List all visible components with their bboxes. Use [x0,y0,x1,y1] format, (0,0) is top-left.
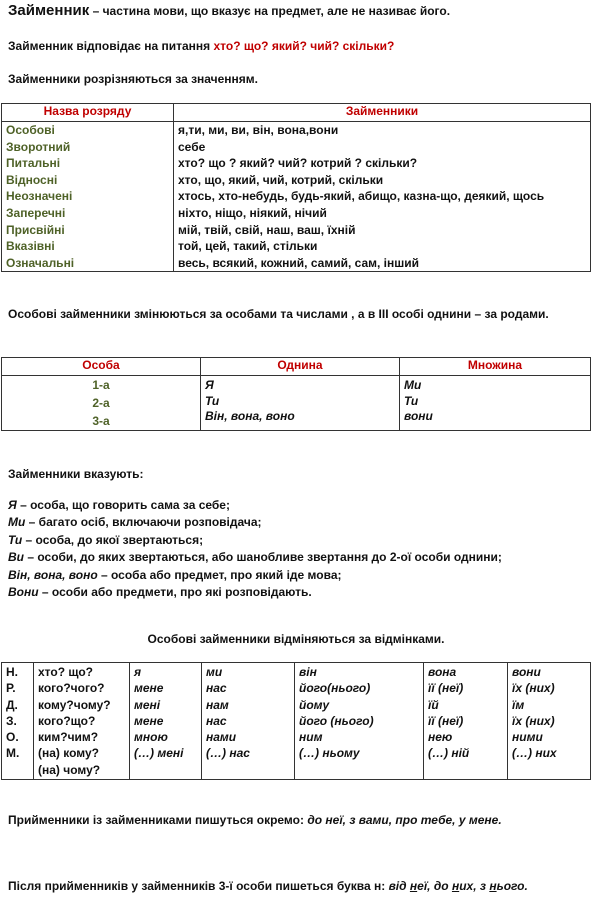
case-form: йому [299,697,330,712]
category-name: Зворотний [6,139,71,154]
list-item [8,584,584,601]
table-row [2,122,591,272]
singular-pronoun: Він, вона, воно [205,409,295,423]
category-names [2,122,174,272]
declension-vona [424,663,508,780]
category-items-text: мій, твій, свій, наш, ваш, їхній [178,222,356,237]
definition-text: – частина мови, що вказує на предмет, але не називає його. [89,4,451,18]
example-part: их, [459,879,480,893]
categories-table [1,103,591,272]
list-item [8,514,584,531]
declension-heading: Особові займенники відміняються за відмінками. [147,632,445,646]
pronoun-meaning: – багато осіб, включаючи розповідача; [25,515,262,530]
prepositions-text: Прийменники із займенниками пишуться окремо: [8,813,308,827]
case-form: нас [206,681,227,696]
category-name: Неозначені [6,189,73,204]
category-items [174,122,591,272]
case-form: (…) ньому [299,746,360,761]
category-items-text: хто? що ? який? чий? котрий ? скільки? [178,156,418,171]
category-items-text: ніхто, ніщо, ніякий, нічий [178,205,327,220]
case-form: я [134,665,142,679]
case-form: його(нього) [299,681,371,696]
pronoun-meaning: – особи або предмети, про які розповідають. [38,585,312,600]
case-cells [2,663,34,780]
persons-table [1,357,591,431]
case-form: його (нього) [299,713,374,728]
example-part: від [388,879,410,893]
case-form: її (неї) [428,713,464,728]
case-form: ми [206,665,223,679]
list-item [8,549,584,566]
case-label: Д. [6,697,18,712]
case-form: нас [206,713,227,728]
personal-note: Особові займенники змінюються за особами та числами , а в ІІІ особі однини – за родами. [8,307,549,321]
case-form: її (неї) [428,681,464,696]
case-form: (…) ній [428,746,470,761]
plural-pronoun: Ми [404,378,422,392]
case-form: їх (них) [512,681,555,696]
example-letter: н [489,879,497,893]
question-cells [34,663,130,780]
third-person-text: Після прийменників у займенників 3-ї особи пишеться буква н: [8,879,389,893]
header-singular: Однина [201,358,400,376]
example-part: еї, [417,879,434,893]
case-form: він [299,665,317,679]
header-person: Особа [2,358,201,376]
declension-vin [295,663,424,780]
case-form: нам [206,697,229,712]
question-prefix: Займенник відповідає на питання [8,39,214,53]
category-name: Питальні [6,156,61,171]
third-person-line [8,877,584,895]
example-letter: н [409,879,418,893]
pronoun-meaning: – особа або предмет, про який іде мова; [97,567,342,582]
case-question: кому?чому? [38,697,111,712]
case-form: (…) мені [134,746,184,761]
indicate-list [8,497,584,601]
category-items-text: той, цей, такий, стільки [178,239,318,254]
header-category: Назва розряду [2,104,174,122]
pronoun-meaning: – особи, до яких звертаються, або шанобливе звертання до 2-ої особи однини; [24,550,502,565]
table-row [2,376,591,431]
category-items-text: себе [178,139,206,154]
case-label: О. [6,730,19,745]
case-form: мене [134,681,164,696]
case-form: мною [134,730,168,745]
case-question: (на) кому? [38,746,99,761]
case-label: З. [6,713,17,728]
case-question: хто? що? [38,665,94,679]
category-items-text: весь, всякий, кожний, самий, сам, інший [178,255,420,270]
category-name: Заперечні [6,205,66,220]
pronoun-word: Ви [8,550,24,565]
plural-cells [400,376,591,431]
case-form: вони [512,665,541,679]
header-pronouns: Займенники [174,104,591,122]
plural-pronoun: Ти [404,393,419,408]
case-form: їм [512,697,525,712]
case-form: їх (них) [512,713,555,728]
question-line [8,37,584,55]
example-part: до [433,879,452,893]
list-item [8,532,584,549]
term: Займенник [8,2,90,19]
case-question: ким?чим? [38,730,99,745]
prepositions-line [8,811,584,829]
case-form: ним [299,730,323,745]
person-label: 3-а [92,414,110,428]
case-form: (…) них [512,746,557,761]
case-form: ними [512,730,543,745]
case-question: кого?що? [38,713,96,728]
person-cells [2,376,201,431]
case-form: вона [428,665,457,679]
definition [8,2,584,20]
indicate-heading: Займенники вказують: [8,467,144,481]
case-form: мене [134,713,164,728]
header-plural: Множина [400,358,591,376]
case-form: нами [206,730,237,745]
example-letter: н [451,879,460,893]
pronoun-meaning: – особа, що говорить сама за себе; [16,498,230,512]
case-question: (на) чому? [38,762,101,777]
category-name: Відносні [6,172,58,187]
pronoun-word: Я [8,498,17,512]
category-name: Особові [6,123,55,137]
example-part: з [479,879,490,893]
plural-pronoun: вони [404,409,433,423]
category-name: Присвійні [6,222,65,237]
case-label: Н. [6,665,18,679]
case-form: мені [134,697,161,712]
category-name: Вказівні [6,239,55,254]
declension-my [202,663,295,780]
category-items-text: хто, що, який, чий, котрий, скільки [178,172,384,187]
category-name: Означальні [6,255,75,270]
category-items-text: я,ти, ми, ви, він, вона,вони [178,123,339,137]
prepositions-examples: до неї, з вами, про тебе, у мене. [307,813,502,827]
case-question: кого?чого? [38,681,105,696]
declension-table [1,662,591,780]
case-form: їй [428,697,439,712]
person-label: 2-а [92,396,110,410]
pronoun-meaning: – особа, до якої звертаються; [22,532,204,547]
third-person-examples [389,879,528,893]
singular-pronoun: Я [205,378,214,392]
list-item [8,567,584,584]
questions: хто? що? який? чий? скільки? [213,39,395,53]
pronoun-word: Він, вона, воно [8,567,98,582]
example-part: ього. [496,879,528,893]
pronoun-word: Ти [8,532,23,547]
case-form: (…) нас [206,746,250,761]
case-form: нею [428,730,453,745]
pronoun-word: Ми [8,515,26,530]
case-label: Р. [6,681,16,696]
case-label: М. [6,746,20,761]
table-row [2,663,591,780]
declension-ya [130,663,202,780]
singular-pronoun: Ти [205,393,220,408]
pronoun-word: Вони [8,585,39,600]
declension-vony [508,663,591,780]
category-items-text: хтось, хто-небудь, будь-який, абищо, казна-що, деякий, щось [178,189,545,204]
classification-line: Займенники розрізняються за значенням. [8,72,259,86]
singular-cells [201,376,400,431]
list-item [8,497,584,514]
person-label: 1-а [92,378,110,392]
